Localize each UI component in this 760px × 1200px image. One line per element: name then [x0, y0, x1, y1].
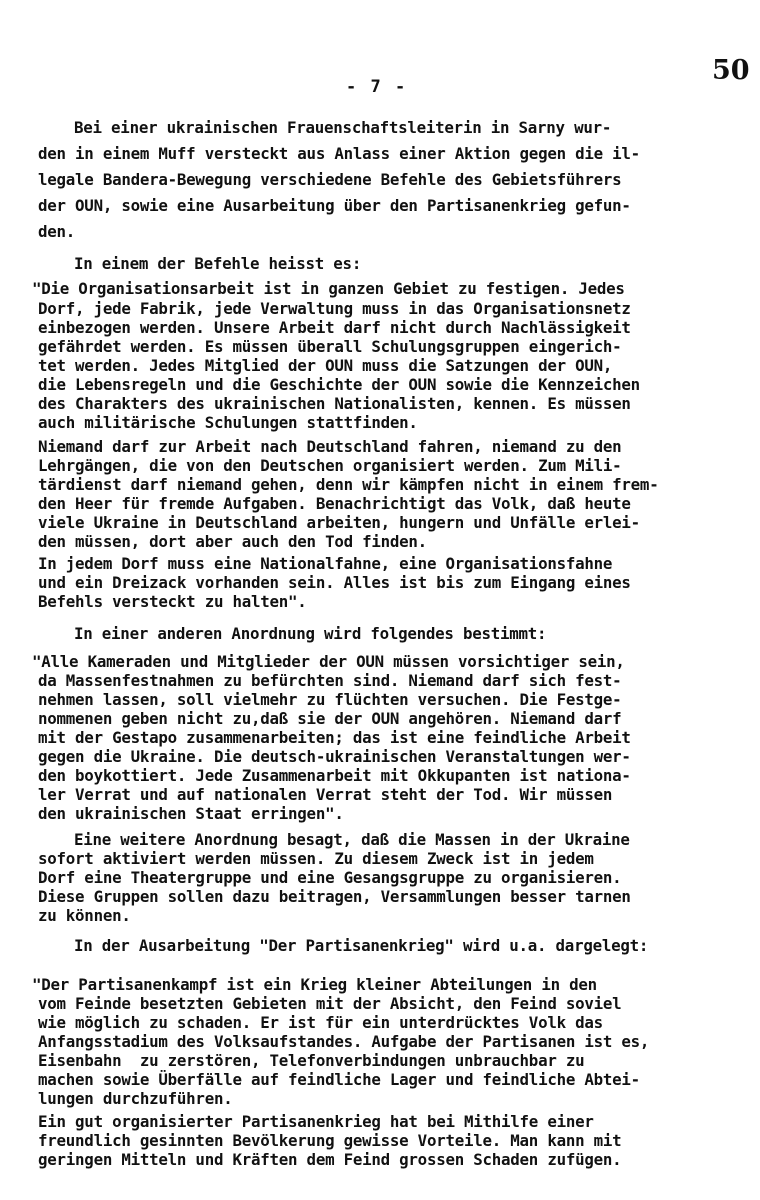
text-line: Bei einer ukrainischen Frauenschaftsleiterin in Sarny wur-	[74, 118, 612, 137]
text-line: viele Ukraine in Deutschland arbeiten, hungern und Unfälle erlei-	[38, 513, 640, 532]
text-line: In der Ausarbeitung "Der Partisanenkrieg" wird u.a. dargelegt:	[74, 936, 649, 955]
text-line: legale Bandera-Bewegung verschiedene Befehle des Gebietsführers	[38, 170, 622, 189]
text-line: nommenen geben nicht zu,daß sie der OUN angehören. Niemand darf	[38, 709, 622, 728]
text-line: machen sowie Überfälle auf feindliche Lager und feindliche Abtei-	[38, 1070, 640, 1089]
text-line: der OUN, sowie eine Ausarbeitung über den Partisanenkrieg gefun-	[38, 196, 631, 215]
text-line: In einer anderen Anordnung wird folgendes bestimmt:	[74, 624, 547, 643]
text-line: Anfangsstadium des Volksaufstandes. Aufgabe der Partisanen ist es,	[38, 1032, 650, 1051]
text-line: ler Verrat und auf nationalen Verrat steht der Tod. Wir müssen	[38, 785, 613, 804]
text-line: den Heer für fremde Aufgaben. Benachrichtigt das Volk, daß heute	[38, 494, 631, 513]
text-line: nehmen lassen, soll vielmehr zu flüchten versuchen. Die Festge-	[38, 690, 622, 709]
text-line: "Der Partisanenkampf ist ein Krieg kleiner Abteilungen in den	[32, 975, 597, 994]
text-line: Ein gut organisierter Partisanenkrieg hat bei Mithilfe einer	[38, 1112, 594, 1131]
text-line: den.	[38, 222, 76, 241]
text-line: einbezogen werden. Unsere Arbeit darf nicht durch Nachlässigkeit	[38, 318, 631, 337]
text-line: Dorf, jede Fabrik, jede Verwaltung muss in das Organisationsnetz	[38, 299, 631, 318]
text-line: Eine weitere Anordnung besagt, daß die Massen in der Ukraine	[74, 830, 630, 849]
text-line: den boykottiert. Jede Zusammenarbeit mit Okkupanten ist nationa-	[38, 766, 631, 785]
text-line: tärdienst darf niemand gehen, denn wir kämpfen nicht in einem frem-	[38, 475, 659, 494]
text-line: "Alle Kameraden und Mitglieder der OUN müssen vorsichtiger sein,	[32, 652, 625, 671]
page-marker: - 7 -	[346, 77, 408, 97]
text-line: geringen Mitteln und Kräften dem Feind grossen Schaden zufügen.	[38, 1150, 622, 1169]
text-line: Befehls versteckt zu halten".	[38, 592, 307, 611]
text-line: des Charakters des ukrainischen Nationalisten, kennen. Es müssen	[38, 394, 631, 413]
text-line: mit der Gestapo zusammenarbeiten; das ist eine feindliche Arbeit	[38, 728, 631, 747]
text-line: In einem der Befehle heisst es:	[74, 254, 362, 273]
folio-number: 50	[712, 55, 750, 86]
text-line: da Massenfestnahmen zu befürchten sind. Niemand darf sich fest-	[38, 671, 622, 690]
text-line: Eisenbahn zu zerstören, Telefonverbindungen unbrauchbar zu	[38, 1051, 585, 1070]
text-line: vom Feinde besetzten Gebieten mit der Absicht, den Feind soviel	[38, 994, 622, 1013]
text-line: auch militärische Schulungen stattfinden.	[38, 413, 418, 432]
text-line: gefährdet werden. Es müssen überall Schulungsgruppen eingerich-	[38, 337, 622, 356]
text-line: wie möglich zu schaden. Er ist für ein unterdrücktes Volk das	[38, 1013, 603, 1032]
text-line: den ukrainischen Staat erringen".	[38, 804, 344, 823]
text-line: die Lebensregeln und die Geschichte der OUN sowie die Kennzeichen	[38, 375, 640, 394]
text-line: den in einem Muff versteckt aus Anlass einer Aktion gegen die il-	[38, 144, 640, 163]
text-line: den müssen, dort aber auch den Tod finden.	[38, 532, 427, 551]
text-line: lungen durchzuführen.	[38, 1089, 233, 1108]
text-line: zu können.	[38, 906, 131, 925]
text-line: gegen die Ukraine. Die deutsch-ukrainischen Veranstaltungen wer-	[38, 747, 631, 766]
text-line: sofort aktiviert werden müssen. Zu diesem Zweck ist in jedem	[38, 849, 594, 868]
text-line: "Die Organisationsarbeit ist in ganzen Gebiet zu festigen. Jedes	[32, 279, 625, 298]
text-line: Niemand darf zur Arbeit nach Deutschland fahren, niemand zu den	[38, 437, 622, 456]
text-line: tet werden. Jedes Mitglied der OUN muss die Satzungen der OUN,	[38, 356, 613, 375]
text-line: und ein Dreizack vorhanden sein. Alles ist bis zum Eingang eines	[38, 573, 631, 592]
text-line: freundlich gesinnten Bevölkerung gewisse Vorteile. Man kann mit	[38, 1131, 622, 1150]
text-line: In jedem Dorf muss eine Nationalfahne, eine Organisationsfahne	[38, 554, 613, 573]
text-line: Lehrgängen, die von den Deutschen organisiert werden. Zum Mili-	[38, 456, 622, 475]
text-line: Diese Gruppen sollen dazu beitragen, Versammlungen besser tarnen	[38, 887, 631, 906]
text-line: Dorf eine Theatergruppe und eine Gesangsgruppe zu organisieren.	[38, 868, 622, 887]
